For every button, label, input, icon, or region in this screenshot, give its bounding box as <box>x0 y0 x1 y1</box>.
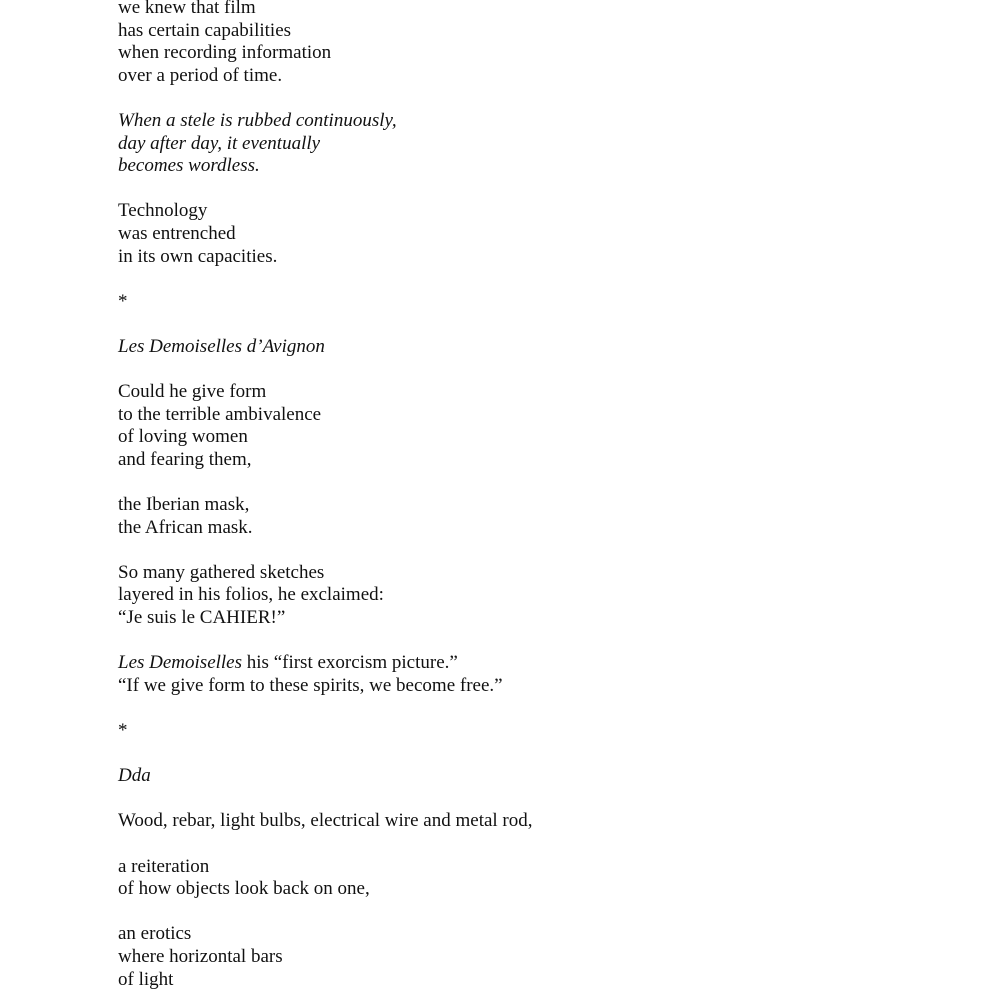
poem-line: of loving women <box>118 426 248 448</box>
poem-line-italic: day after day, it eventually <box>118 132 321 154</box>
stanza-break <box>118 471 533 494</box>
poem-line: where horizontal bars <box>118 945 283 967</box>
poem-line: layered in his folios, he exclaimed: <box>118 584 384 606</box>
poem-line: Technology <box>118 200 208 222</box>
poem-line: Could he give form <box>118 381 267 403</box>
stanza-break <box>118 901 533 924</box>
poem-line: “Je suis le CAHIER!” <box>118 607 286 629</box>
stanza-break <box>118 788 533 811</box>
poem-line: and fearing them, <box>118 448 252 470</box>
poem-line: the African mask. <box>118 516 253 538</box>
stanza-break <box>118 359 533 382</box>
poem-line: a reiteration <box>118 855 210 877</box>
section-separator: * <box>118 720 128 741</box>
poem-line: the Iberian mask, <box>118 494 250 516</box>
poem-line: in its own capacities. <box>118 245 278 267</box>
stanza-break <box>118 87 533 110</box>
poem-line-italic: When a stele is rubbed continuously, <box>118 109 397 131</box>
title-reference: Les Demoiselles <box>118 652 243 674</box>
poem-line: over a period of time. <box>118 64 283 86</box>
stanza-break <box>118 697 533 720</box>
poem-line: “If we give form to these spirits, we become free.” <box>118 674 503 696</box>
stanza-break <box>118 743 533 766</box>
poem-line <box>118 652 533 675</box>
poem-line-italic: becomes wordless. <box>118 155 260 177</box>
stanza-break <box>118 313 533 336</box>
stanza-break <box>118 630 533 653</box>
section-separator: * <box>118 290 128 312</box>
poem-line: So many gathered sketches <box>118 561 325 583</box>
poem-line: to the terrible ambivalence <box>118 403 322 425</box>
poem-line: Wood, rebar, light bulbs, electrical wire and metal rod, <box>118 810 533 832</box>
poem-line: of how objects look back on one, <box>118 878 370 900</box>
stanza-break <box>118 268 533 291</box>
poem-line: when recording information <box>118 42 332 64</box>
stanza-break <box>118 539 533 562</box>
section-title: Les Demoiselles d’Avignon <box>118 335 325 357</box>
stanza-break <box>118 833 533 856</box>
poem-line: an erotics <box>118 923 192 945</box>
poem-line: was entrenched <box>118 222 236 244</box>
poem-line-text: his “first exorcism picture.” <box>242 652 458 674</box>
section-title: Dda <box>118 765 151 787</box>
poem-line: we knew that film <box>118 0 256 18</box>
stanza-break <box>118 178 533 201</box>
poem-page <box>118 0 533 991</box>
poem-line: of light <box>118 968 174 990</box>
poem-line: has certain capabilities <box>118 19 292 41</box>
